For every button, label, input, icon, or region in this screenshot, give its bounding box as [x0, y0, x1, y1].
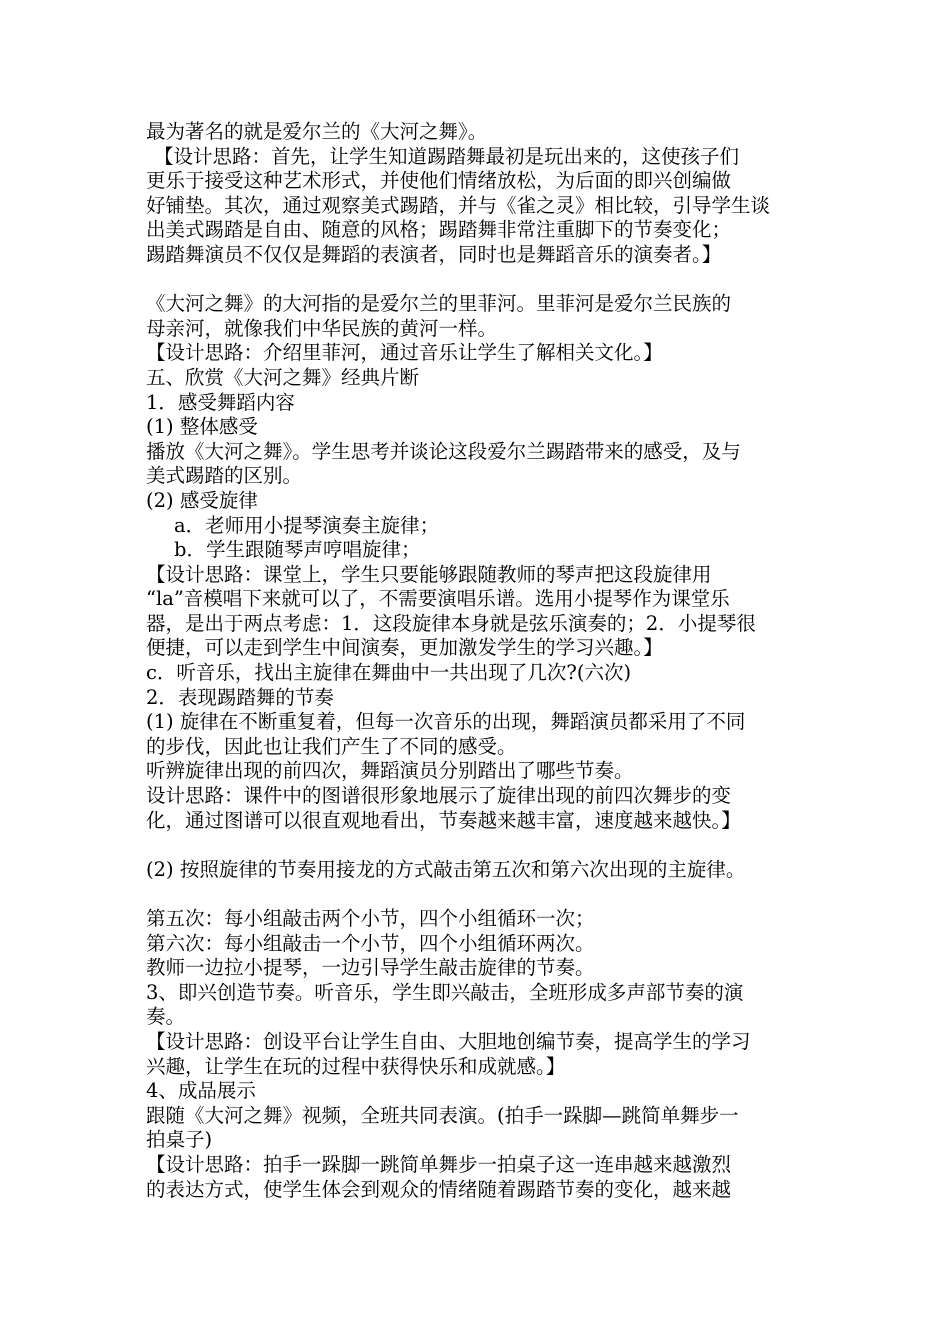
design-note-line: 【设计思路：首先，让学生知道踢踏舞最初是玩出来的，这使孩子们 [154, 144, 740, 168]
text-line: 第五次：每小组敲击两个小节，四个小组循环一次； [146, 907, 595, 930]
design-note-line: 设计思路：课件中的图谱很形象地展示了旋律出现的前四次舞步的变 [146, 784, 732, 808]
text-line: 听辨旋律出现的前四次，舞蹈演员分别踏出了哪些节奏。 [146, 759, 634, 783]
text-line: 拍桌子) [146, 1128, 213, 1152]
text-line: 的步伐，因此也让我们产生了不同的感受。 [146, 734, 517, 758]
list-item: c．听音乐，找出主旋律在舞曲中一共出现了几次?(六次) [146, 661, 632, 685]
design-note-line: 更乐于接受这种艺术形式，并使他们情绪放松，为后面的即兴创编做 [146, 169, 732, 193]
text-line: 最为著名的就是爱尔兰的《大河之舞》。 [146, 120, 488, 143]
subsection-heading: 2．表现踢踏舞的节奏 [146, 685, 334, 709]
text-line: 教师一边拉小提琴，一边引导学生敲击旋律的节奏。 [146, 956, 595, 980]
design-note-line: 踢踏舞演员不仅仅是舞蹈的表演者，同时也是舞蹈音乐的演奏者。】 [146, 242, 722, 266]
text-line: 3、即兴创造节奏。听音乐，学生即兴敲击，全班形成多声部节奏的演 [146, 980, 744, 1004]
blank-line [146, 833, 936, 858]
text-line: 第六次：每小组敲击一个小节，四个小组循环两次。 [146, 931, 595, 955]
design-note-line: 便捷，可以走到学生中间演奏，更加激发学生的学习兴趣。】 [146, 636, 663, 660]
design-note-line: 【设计思路：课堂上，学生只要能够跟随教师的琴声把这段旋律用 [146, 562, 712, 586]
blank-line [146, 268, 936, 293]
design-note-line: 好铺垫。其次，通过观察美式踢踏，并与《雀之灵》相比较，引导学生谈 [146, 193, 771, 217]
design-note-line: 兴趣，让学生在玩的过程中获得快乐和成就感。】 [146, 1054, 566, 1078]
design-note-line: 出美式踢踏是自由、随意的风格；踢踏舞非常注重脚下的节奏变化； [146, 218, 732, 242]
text-line: (1) 旋律在不断重复着，但每一次音乐的出现，舞蹈演员都采用了不同 [146, 710, 746, 734]
text-line: 《大河之舞》的大河指的是爱尔兰的里菲河。里菲河是爱尔兰民族的 [146, 292, 732, 316]
subsection-heading: 1．感受舞蹈内容 [146, 390, 295, 414]
document-page [146, 120, 936, 1202]
list-item: a．老师用小提琴演奏主旋律； [174, 513, 440, 537]
blank-line [146, 882, 936, 907]
text-line: 跟随《大河之舞》视频，全班共同表演。(拍手一跺脚—跳简单舞步一 [146, 1103, 739, 1127]
item-heading: (2) 感受旋律 [146, 488, 258, 512]
design-note-line: 器，是出于两点考虑：1．这段旋律本身就是弦乐演奏的；2．小提琴很 [146, 611, 756, 635]
design-note-line: “la”音模唱下来就可以了，不需要演唱乐谱。选用小提琴作为课堂乐 [146, 587, 730, 611]
text-line: 母亲河，就像我们中华民族的黄河一样。 [146, 316, 498, 340]
text-line: 播放《大河之舞》。学生思考并谈论这段爱尔兰踢踏带来的感受，及与 [146, 439, 741, 463]
design-note-line: 【设计思路：创设平台让学生自由、大胆地创编节奏，提高学生的学习 [146, 1029, 751, 1053]
design-note-line: 【设计思路：介绍里菲河，通过音乐让学生了解相关文化。】 [146, 341, 663, 365]
design-note-line: 化，通过图谱可以很直观地看出，节奏越来越丰富，速度越来越快。】 [146, 808, 741, 832]
text-line: (2) 按照旋律的节奏用接龙的方式敲击第五次和第六次出现的主旋律。 [146, 857, 746, 881]
section-heading: 五、欣赏《大河之舞》经典片断 [146, 365, 420, 389]
design-note-line: 【设计思路：拍手一跺脚一跳简单舞步一拍桌子这一连串越来越激烈 [146, 1152, 732, 1176]
item-heading: (1) 整体感受 [146, 415, 258, 439]
design-note-line: 的表达方式，使学生体会到观众的情绪随着踢踏节奏的变化，越来越 [146, 1177, 732, 1201]
text-line: 美式踢踏的区别。 [146, 464, 303, 488]
subsection-heading: 4、成品展示 [146, 1079, 256, 1103]
text-line: 奏。 [146, 1005, 186, 1029]
list-item: b．学生跟随琴声哼唱旋律； [174, 538, 421, 562]
